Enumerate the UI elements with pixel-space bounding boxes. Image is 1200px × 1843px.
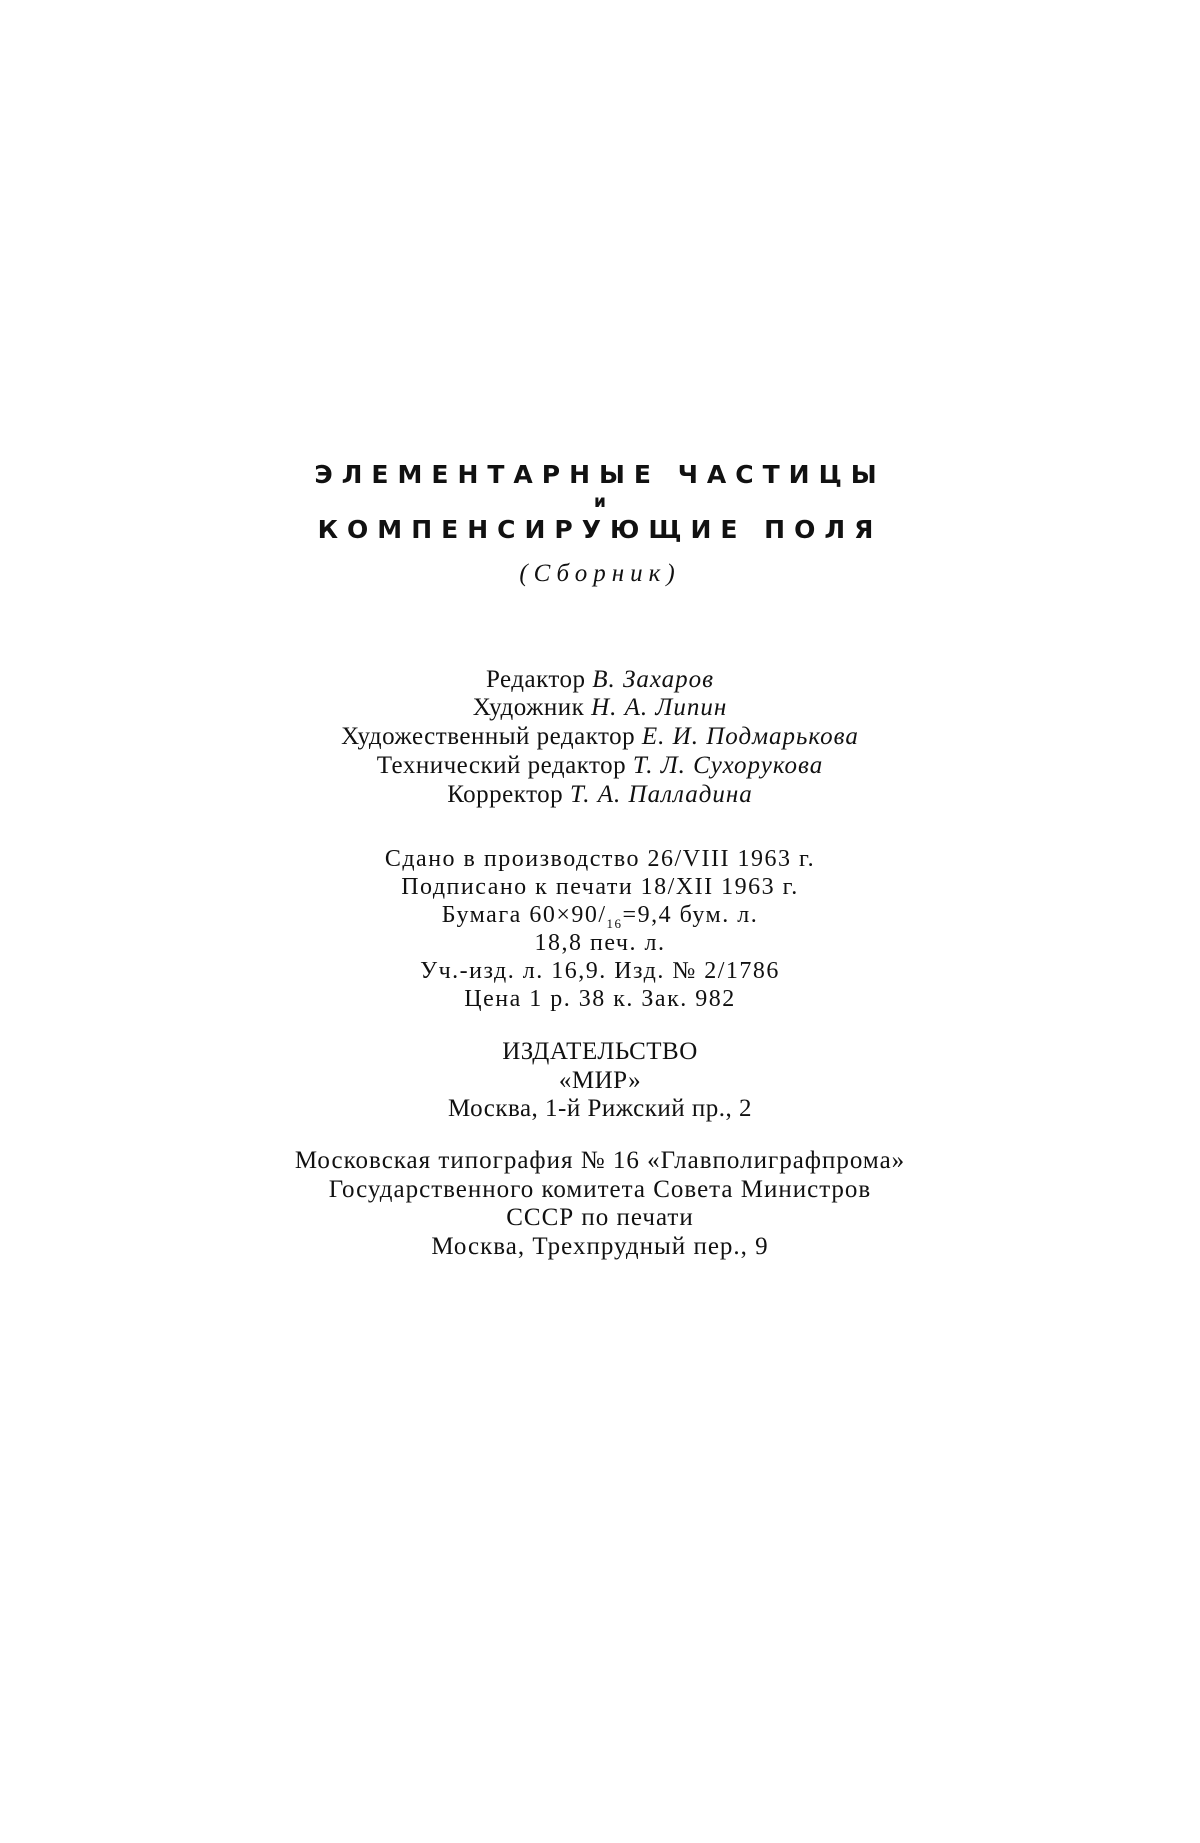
publisher-label: ИЗДАТЕЛЬСТВО	[502, 1038, 698, 1065]
book-title-line-2: КОМПЕНСИРУЮЩИЕ ПОЛЯ	[317, 515, 883, 544]
printer-committee: Государственного комитета Совета Министров	[328, 1176, 872, 1203]
credit-role: Художественный редактор	[341, 723, 636, 750]
credit-proofreader	[0, 782, 1200, 807]
book-title-line-1: ЭЛЕМЕНТАРНЫЕ ЧАСТИЦЫ	[314, 460, 886, 489]
credit-name: Е. И. Подмарькова	[641, 723, 859, 750]
imprint-price: Цена 1 р. 38 к. Зак. 982	[464, 986, 736, 1012]
credit-role: Технический редактор	[376, 752, 627, 779]
publisher-name: «МИР»	[558, 1067, 642, 1094]
printer-ussr: СССР по печати	[506, 1204, 694, 1231]
credit-name: Н. А. Липин	[591, 694, 728, 721]
imprint-paper-suffix: =9,4 бум. л.	[622, 902, 759, 928]
imprint-paper-fraction: 16	[606, 915, 623, 931]
credit-art-editor	[0, 724, 1200, 749]
credit-name: Т. Л. Сухорукова	[632, 752, 824, 779]
printer-address: Москва, Трехпрудный пер., 9	[431, 1233, 769, 1260]
book-subtitle: (Сборник)	[519, 560, 681, 587]
credit-name: Т. А. Палладина	[569, 781, 753, 808]
credit-role: Художник	[472, 694, 585, 721]
credit-artist	[0, 695, 1200, 720]
imprint-signed-date: Подписано к печати 18/XII 1963 г.	[401, 874, 799, 900]
credit-role: Корректор	[447, 781, 564, 808]
credit-editor	[0, 667, 1200, 692]
credit-technical-editor	[0, 753, 1200, 778]
imprint-print-sheets: 18,8 печ. л.	[534, 930, 666, 956]
book-title-conjunction: и	[594, 492, 606, 512]
imprint-paper	[0, 903, 1200, 930]
credit-role: Редактор	[485, 666, 586, 693]
publisher-address: Москва, 1-й Рижский пр., 2	[448, 1095, 752, 1122]
imprint-paper-prefix: Бумага 60×90/	[441, 902, 607, 928]
printer-name: Московская типография № 16 «Главполиграфпрома»	[294, 1147, 906, 1174]
credit-name: В. Захаров	[592, 666, 715, 693]
imprint-production-date: Сдано в производство 26/VIII 1963 г.	[384, 846, 816, 872]
imprint-edition-sheets: Уч.-изд. л. 16,9. Изд. № 2/1786	[420, 958, 780, 984]
